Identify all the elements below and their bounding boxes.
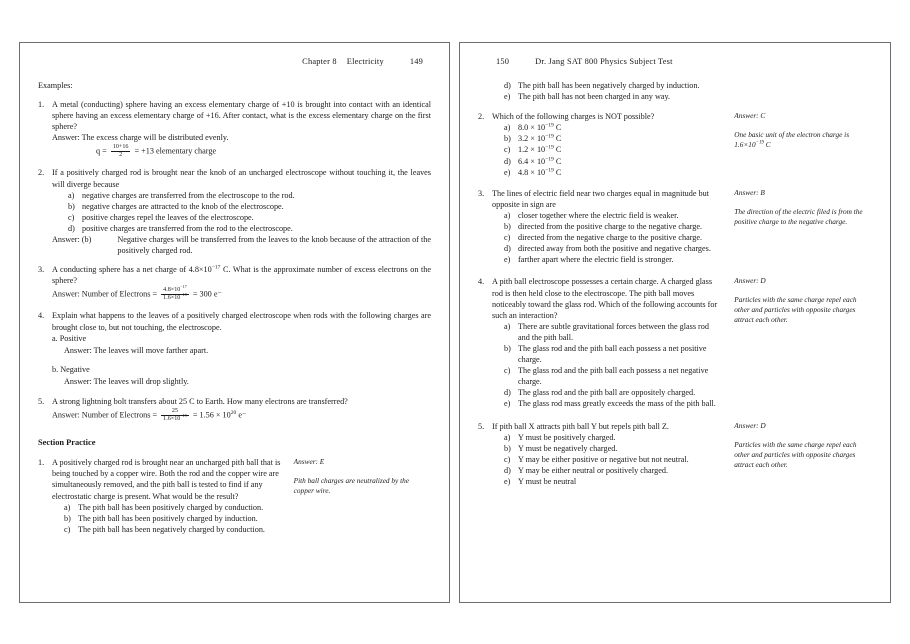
choice-item[interactable] (504, 156, 722, 167)
choice-item[interactable] (504, 167, 722, 178)
practice-5-stem: If pith ball X attracts pith ball Y but repels pith ball Z. (492, 421, 669, 431)
example-5-result-post: e⁻ (236, 410, 247, 420)
example-3-denominator (161, 292, 189, 302)
spacer (38, 423, 431, 430)
example-3-equation (52, 284, 431, 302)
example-5-answer-lead: Answer: Number of Electrons = (52, 410, 158, 420)
choice-text: directed from the negative charge to the positive charge. (518, 233, 703, 243)
example-4-subitem-answer: Answer: The leaves will move farther apart. (64, 345, 209, 355)
practice-2-explanation-exponent: −19 (755, 140, 764, 146)
choice-item[interactable] (504, 80, 872, 91)
page-right-content (460, 43, 890, 602)
choice-label: d) (504, 465, 511, 475)
example-5 (38, 396, 431, 423)
practice-4-block (478, 276, 722, 409)
choice-text: Y must be positively charged. (518, 432, 616, 442)
practice-5-choices (504, 432, 722, 487)
practice-5-explanation: Particles with the same charge repel each other and particles with opposite charges attract each other. (734, 439, 857, 469)
choice-label: b) (504, 343, 511, 353)
choice-mantissa: 1.2 × 10 (518, 145, 546, 155)
choice-label: d) (504, 81, 511, 90)
example-4-stem: Explain what happens to the leaves of a positively charged electroscope when rods with the following charges are brought close to, but not touching, the electroscope. (52, 311, 431, 332)
choice-text: The glass rod and the pith ball are oppositely charged. (518, 388, 696, 398)
example-1-numerator: 10+16 (112, 144, 129, 151)
practice-question-4 (478, 276, 872, 409)
spacer (38, 450, 431, 457)
practice-3-choices (504, 210, 722, 265)
right-page-body (478, 80, 872, 487)
example-4-subitem-answer: Answer: The leaves will drop slightly. (64, 376, 189, 386)
choice-item[interactable] (504, 343, 722, 365)
example-3-denominator-mantissa: 1.6×10 (163, 295, 181, 302)
choice-label: a) (504, 321, 511, 331)
example-5-result-pre: = 1.56 × 10 (192, 410, 231, 420)
practice-5-answer-key: Answer: D (734, 420, 766, 430)
choice-item[interactable] (504, 365, 722, 387)
example-1-equation: q = $\frac{10+16}{2}$ = +13 elementary charge (96, 144, 217, 159)
choice-label: c) (504, 454, 511, 464)
choice-item[interactable] (504, 476, 722, 487)
example-3-fraction (161, 284, 189, 302)
example-5-result-exponent: 20 (230, 409, 237, 416)
example-4 (38, 310, 431, 388)
choice-text: The pith ball has not been charged in any way. (518, 92, 671, 102)
example-3-number: 3. (38, 265, 45, 275)
choice-mantissa: 4.8 × 10 (518, 167, 546, 177)
choice-label: e) (504, 167, 511, 177)
practice-question-5 (478, 421, 872, 488)
practice-2-explanation-post: C (763, 140, 771, 150)
practice-2-choices (504, 122, 722, 177)
practice-3-block (478, 188, 722, 266)
section-practice-heading: Section Practice (38, 438, 96, 448)
running-head-chapter: Chapter 8 (302, 57, 337, 66)
example-4-subitem-label: a. Positive (52, 333, 87, 343)
choice-mantissa: 8.0 × 10 (518, 123, 546, 133)
choice-item[interactable] (504, 443, 722, 454)
book-title: Dr. Jang SAT 800 Physics Subject Test (535, 57, 673, 66)
practice-4-number: 4. (478, 277, 485, 287)
running-head-right (478, 57, 872, 66)
example-5-denominator-mantissa: 1.6×10 (163, 416, 181, 423)
practice-5-margin-note (722, 421, 872, 470)
choice-item[interactable] (68, 201, 431, 212)
example-3-numerator-mantissa: 4.8×10 (163, 287, 181, 294)
practice-2-explanation-pre: One basic unit of the electron charge is 1.6×10 (734, 130, 850, 150)
continued-choices (504, 80, 872, 102)
choice-text: negative charges are transferred from the electroscope to the rod. (82, 190, 295, 200)
choice-text: closer together where the electric field is weaker. (518, 210, 679, 220)
example-1-denominator: 2 (119, 152, 123, 159)
example-1-result: = +13 elementary charge (134, 146, 217, 156)
practice-2-answer-key: Answer: C (734, 111, 766, 121)
example-3-stem-exponent: −17 (211, 264, 221, 271)
page-left-content (20, 43, 449, 602)
choice-item[interactable] (504, 387, 722, 398)
example-3 (38, 264, 431, 302)
choice-exponent: −19 (545, 166, 554, 173)
choice-label: a) (504, 123, 511, 133)
practice-2-explanation (734, 130, 872, 150)
choice-exponent: −19 (545, 122, 554, 129)
example-1-variable: q (96, 146, 101, 156)
practice-3-number: 3. (478, 188, 485, 198)
choice-text: directed away from both the positive and negative charges. (518, 244, 711, 254)
example-5-denominator-exponent: −19 (180, 413, 187, 419)
example-4-subitem-label: b. Negative (52, 364, 90, 374)
practice-1-answer-key: Answer: E (293, 457, 325, 467)
choice-text: Y may be either positive or negative but not neutral. (518, 454, 689, 464)
choice-text: The pith ball has been positively charged by induction. (78, 513, 258, 523)
choice-label: b) (504, 443, 511, 453)
example-2-answer-text: Negative charges will be transferred from the leaves to the knob because of the attraction of the positively charged rod. (117, 235, 431, 256)
example-5-stem: A strong lightning bolt transfers about 25 C to Earth. How many electrons are transferred? (52, 397, 348, 407)
choice-item[interactable] (504, 133, 722, 144)
practice-2-margin-note (722, 111, 872, 150)
example-3-answer-lead: Answer: Number of Electrons = (52, 289, 158, 299)
choice-item[interactable] (504, 432, 722, 443)
choice-label: e) (504, 477, 511, 486)
choice-label: c) (64, 524, 71, 534)
practice-1-stem: A positively charged rod is brought near an uncharged pith ball that is being touched by a copper wire. Both the rod and the copper wire are simultaneously removed, and the pith ball is tested to find if any electrostatic charge is present. What would be the result? (52, 458, 281, 501)
example-2 (38, 167, 431, 256)
choice-unit: C (553, 167, 562, 177)
example-2-choices (68, 190, 431, 234)
page-number-left: 149 (409, 57, 423, 66)
example-3-stem (52, 264, 431, 286)
choice-item[interactable] (504, 465, 722, 476)
choice-item[interactable] (68, 212, 431, 223)
choice-item[interactable] (64, 502, 282, 513)
choice-item[interactable] (504, 321, 722, 343)
example-3-denominator-exponent: −19 (180, 292, 187, 298)
choice-item[interactable] (504, 398, 722, 409)
practice-4-stem: A pith ball electroscope possesses a certain charge. A charged glass rod is then held close to the electroscope. The pith ball moves noticeably toward the glass rod. Which of the following accounts for such an interaction? (492, 277, 718, 320)
practice-1-block (38, 457, 282, 535)
choice-item[interactable] (68, 190, 431, 201)
choice-exponent: −19 (545, 155, 554, 162)
choice-text: The pith ball has been negatively charged by induction. (518, 81, 700, 90)
choice-text (518, 156, 722, 167)
example-4-number: 4. (38, 311, 45, 321)
practice-1-margin-note (282, 457, 431, 496)
choice-label: e) (504, 92, 511, 102)
practice-4-answer-key: Answer: D (734, 276, 766, 286)
example-5-denominator (161, 413, 189, 423)
choice-label: d) (504, 388, 511, 398)
choice-text: Y must be negatively charged. (518, 443, 618, 453)
running-head-title: Electricity (346, 57, 384, 66)
choice-item[interactable] (504, 210, 722, 221)
choice-unit: C (553, 145, 562, 155)
practice-5-number: 5. (478, 421, 485, 431)
choice-text: The pith ball has been negatively charged by conduction. (78, 524, 265, 534)
choice-unit: C (553, 156, 562, 166)
choice-label: b) (64, 513, 71, 523)
practice-4-margin-note (722, 276, 872, 325)
practice-1-number: 1. (38, 458, 45, 468)
choice-text: farther apart where the electric field is stronger. (518, 255, 674, 265)
example-5-numerator-mantissa: 25 (171, 408, 179, 415)
choice-text: The pith ball has been positively charged by conduction. (78, 502, 264, 512)
choice-label: e) (504, 255, 511, 265)
left-page-body (38, 80, 431, 535)
choice-item[interactable] (504, 454, 722, 465)
choice-text: negative charges are attracted to the knob of the electroscope. (82, 201, 284, 211)
choice-label: a) (68, 190, 75, 200)
practice-4-explanation: Particles with the same charge repel each other and particles with opposite charges attract each other. (734, 295, 857, 325)
choice-item[interactable] (504, 144, 722, 155)
choice-label: b) (68, 201, 75, 211)
continued-spacer (478, 80, 492, 102)
example-1-fraction (111, 144, 131, 159)
example-3-stem-post: C. What is the approximate number of excess electrons on the sphere? (52, 265, 431, 286)
choice-text (518, 122, 722, 133)
example-1 (38, 99, 431, 159)
choice-label: c) (68, 212, 75, 222)
spacer (52, 357, 431, 364)
practice-5-block (478, 421, 722, 488)
choice-label: a) (504, 432, 511, 442)
practice-2-stem: Which of the following charges is NOT possible? (492, 112, 655, 122)
examples-label: Examples: (38, 81, 73, 90)
page-right (459, 42, 891, 603)
example-5-number: 5. (38, 397, 45, 407)
choice-item[interactable] (504, 221, 722, 232)
example-5-equation (52, 408, 431, 423)
example-1-answer-lead: Answer: The excess charge will be distributed evenly. (52, 133, 229, 143)
choice-label: c) (504, 233, 511, 243)
example-5-fraction (161, 408, 189, 423)
practice-3-explanation: The direction of the electric filed is from the positive charge to the negative charge. (734, 206, 863, 226)
choice-text: directed from the positive charge to the negative charge. (518, 222, 703, 232)
choice-text: Y may be either neutral or positively charged. (518, 465, 669, 475)
choice-label: d) (68, 223, 75, 233)
choice-label: c) (504, 145, 511, 155)
running-head-left (38, 57, 431, 66)
practice-3-stem: The lines of electric field near two charges equal in magnitude but opposite in sign are (492, 188, 709, 209)
choice-label: a) (64, 502, 71, 512)
choice-label: d) (504, 156, 511, 166)
choice-text: The glass rod and the pith ball each possess a net positive charge. (518, 343, 707, 365)
choice-label: b) (504, 222, 511, 232)
example-2-answer (52, 234, 431, 256)
choice-label: e) (504, 399, 511, 409)
choice-unit: C (553, 123, 562, 133)
choice-mantissa: 6.4 × 10 (518, 156, 546, 166)
choice-item[interactable] (504, 254, 722, 265)
practice-3-answer-key: Answer: B (734, 187, 765, 197)
page-number-right: 150 (496, 57, 510, 66)
practice-3-margin-note (722, 188, 872, 227)
practice-2-number: 2. (478, 112, 485, 122)
choice-exponent: −19 (545, 133, 554, 140)
choice-label: b) (504, 134, 511, 144)
example-3-result: = 300 e⁻ (192, 289, 222, 299)
choice-text: The glass rod and the pith ball each possess a net negative charge. (518, 366, 709, 387)
practice-2-block (478, 111, 722, 178)
example-3-numerator-exponent: −17 (180, 284, 187, 290)
example-2-number: 2. (38, 168, 45, 178)
example-2-stem: If a positively charged rod is brought near the knob of an uncharged electroscope without touching it, the leaves will diverge because (52, 168, 431, 189)
choice-item[interactable] (504, 232, 722, 243)
choice-item[interactable] (504, 91, 872, 102)
choice-mantissa: 3.2 × 10 (518, 134, 546, 144)
practice-4-choices (504, 321, 722, 410)
choice-text (518, 133, 722, 144)
choice-exponent: −19 (545, 144, 554, 151)
example-1-number: 1. (38, 100, 45, 110)
choice-item[interactable] (504, 243, 722, 254)
practice-1-explanation: Pith ball charges are neutralized by the copper wire. (293, 476, 410, 496)
practice-question-3 (478, 188, 872, 266)
continued-choices-block (478, 80, 872, 102)
choice-label: c) (504, 366, 511, 376)
practice-question-1 (38, 457, 431, 535)
choice-item[interactable] (64, 524, 282, 535)
choice-item[interactable] (68, 223, 431, 234)
choice-text: The glass rod mass greatly exceeds the mass of the pith ball. (518, 399, 716, 409)
choice-text: positive charges repel the leaves of the electroscope. (82, 212, 254, 222)
choice-item[interactable] (504, 122, 722, 133)
example-2-answer-label: Answer: (b) (52, 235, 92, 245)
choice-item[interactable] (64, 513, 282, 524)
spacer (38, 430, 431, 437)
choice-unit: C (553, 134, 562, 144)
example-3-stem-pre: A conducting sphere has a net charge of 4.8×10 (52, 265, 212, 275)
practice-1-choices (64, 502, 282, 535)
choice-text (518, 144, 722, 155)
choice-text: There are subtle gravitational forces between the glass rod and the pith ball. (518, 321, 709, 342)
choice-text: positive charges are transferred from the rod to the electroscope. (82, 223, 293, 233)
choice-text (518, 167, 722, 178)
choice-label: d) (504, 244, 511, 254)
page-left (19, 42, 450, 603)
practice-question-2 (478, 111, 872, 178)
choice-label: a) (504, 210, 511, 220)
example-1-stem: A metal (conducting) sphere having an excess elementary charge of +10 is brought into contact with an identical sphere having an excess elementary charge of +16. After contact, what is the excess elementary charge on the first sphere? (52, 100, 431, 132)
choice-text: Y must be neutral (518, 477, 577, 486)
